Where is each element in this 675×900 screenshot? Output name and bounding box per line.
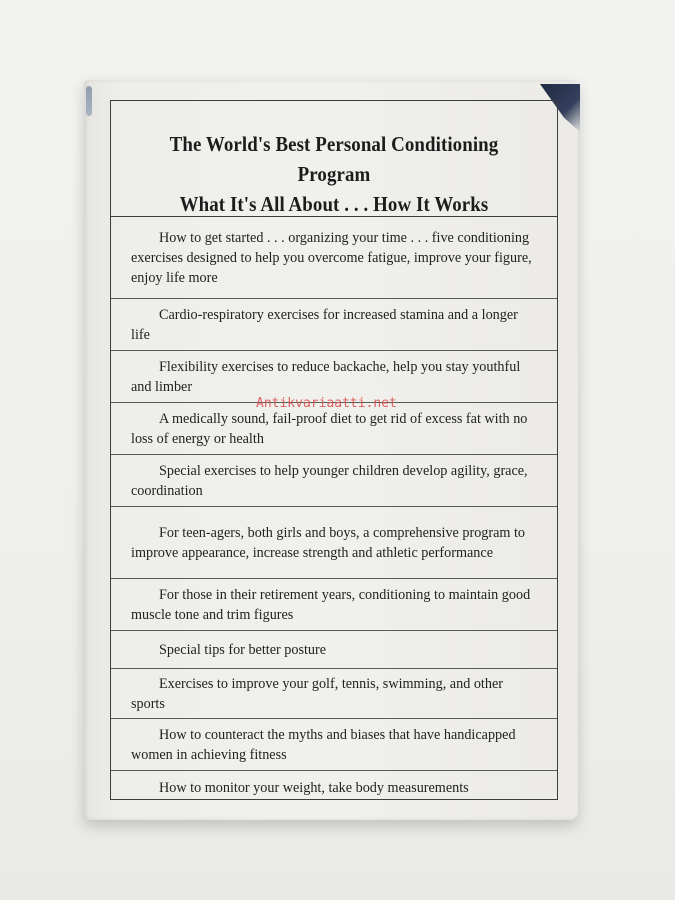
list-item: Cardio-respiratory exercises for increased stamina and a longer life <box>111 299 557 351</box>
list-item: Special tips for better posture <box>111 631 557 669</box>
list-item: How to get started . . . organizing your time . . . five conditioning exercises designed to help you overcome fatigue, improve your figure, enjoy life more <box>111 217 557 299</box>
list-item: Exercises to improve your golf, tennis, swimming, and other sports <box>111 669 557 719</box>
list-item: Flexibility exercises to reduce backache, help you stay youthful and limber <box>111 351 557 403</box>
title-line-2: What It's All About . . . How It Works <box>179 192 489 216</box>
list-item: How to monitor your weight, take body measurements <box>159 780 469 796</box>
cover-wear-mark <box>86 86 92 116</box>
list-item: How to counteract the myths and biases that have handicapped women in achieving fitness <box>111 719 557 771</box>
list-item: A medically sound, fail-proof diet to get rid of excess fat with no loss of energy or health <box>111 403 557 455</box>
contents-panel <box>110 100 558 800</box>
title-line-1: The World's Best Personal Conditioning Program <box>169 132 499 186</box>
list-item: Special exercises to help younger children develop agility, grace, coordination <box>111 455 557 507</box>
list-item: For those in their retirement years, conditioning to maintain good muscle tone and trim figures <box>111 579 557 631</box>
watermark-text: Antikvariaatti.net <box>256 396 397 411</box>
title-block <box>111 101 557 217</box>
list-item: For teen-agers, both girls and boys, a comprehensive program to improve appearance, increase strength and athletic performance <box>111 507 557 579</box>
